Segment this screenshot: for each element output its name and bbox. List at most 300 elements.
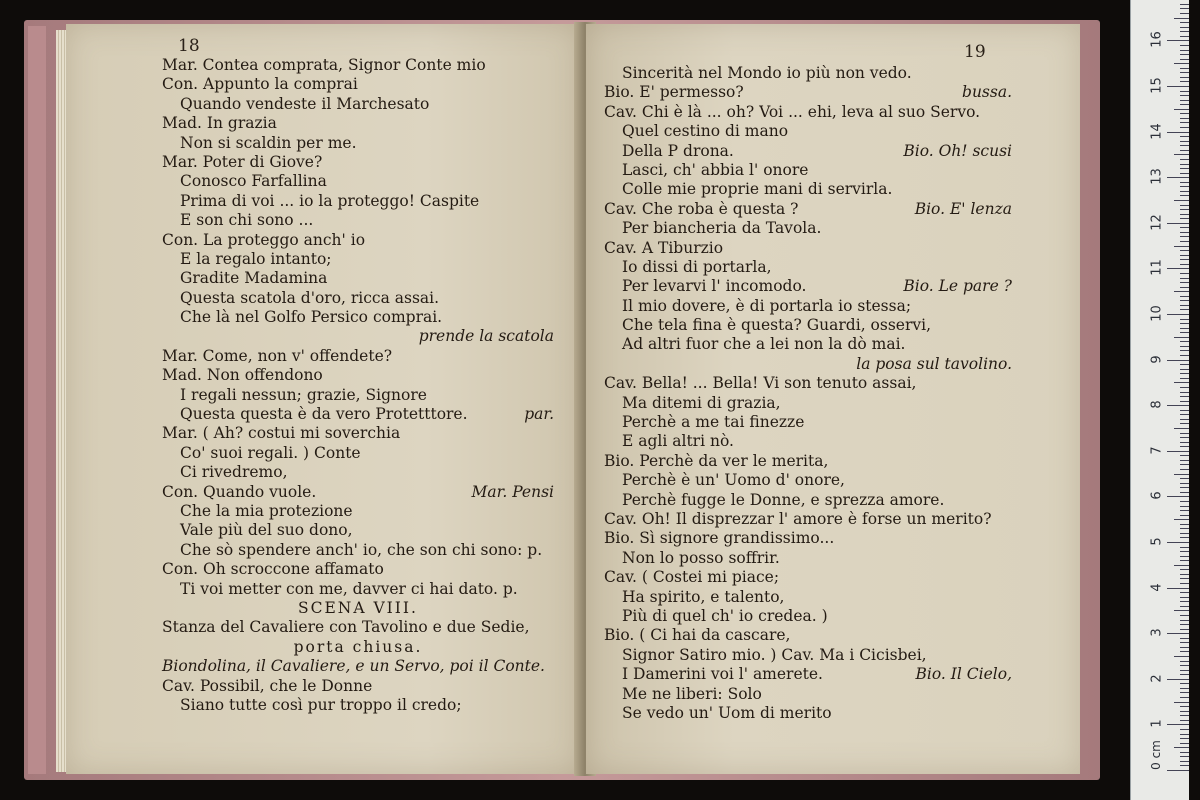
line-text: SCENA VIII. [298,598,418,617]
ruler-tick [1180,77,1189,78]
ruler-tick [1180,396,1189,397]
line-text: Prima di voi ... io la proteggo! Caspite [180,191,480,210]
line-text: Biondolina, il Cavaliere, e un Servo, poi il Conte. [162,657,545,676]
ruler-tick [1180,560,1189,561]
ruler-unit-label: 0 cm [1148,740,1163,770]
stage-direction: prende la scatola [418,327,554,346]
right-page-line [604,626,1012,645]
ruler-tick [1180,191,1189,192]
ruler-tick [1180,159,1189,160]
ruler-tick [1180,100,1189,101]
line-text: Conosco Farfallina [180,172,327,191]
left-page-line [162,211,554,230]
ruler-tick [1180,460,1189,461]
ruler-tick [1167,177,1189,178]
right-page-line [604,219,1012,238]
ruler-number: 11 [1149,259,1165,277]
ruler-tick [1180,218,1189,219]
line-text: Co' suoi regali. ) Conte [180,443,361,462]
ruler-tick [1180,282,1189,283]
ruler-tick [1180,72,1189,73]
ruler-tick [1180,136,1189,137]
right-page-line [604,83,1012,102]
left-page-line [162,560,554,579]
ruler-tick [1180,164,1189,165]
right-page-line [604,646,1012,665]
ruler-tick [1180,752,1189,753]
ruler-tick [1180,446,1189,447]
line-text: Cav. Possibil, che le Donne [162,676,373,695]
right-page-line [604,103,1012,122]
right-page-line [604,335,1012,354]
ruler-tick [1174,154,1189,155]
ruler-tick [1180,355,1189,356]
line-text: Con. Appunto la comprai [162,75,358,94]
ruler-tick [1180,13,1189,14]
ruler-tick [1180,414,1189,415]
line-text: Se vedo un' Uom di merito [622,703,832,722]
ruler-tick [1180,250,1189,251]
ruler-tick [1180,259,1189,260]
ruler-tick [1180,556,1189,557]
ruler-tick [1174,428,1189,429]
ruler-tick [1167,724,1189,725]
ruler-tick [1167,496,1189,497]
right-page-line [604,607,1012,626]
ruler-tick [1180,455,1189,456]
ruler-tick [1180,392,1189,393]
ruler-tick [1180,419,1189,420]
ruler-tick [1180,8,1189,9]
ruler-tick [1174,291,1189,292]
line-text: Mar. Come, non v' offendete? [162,346,393,365]
line-text: Ci rivedremo, [180,463,288,482]
line-text: Per levarvi l' incomodo. [622,277,807,296]
line-text: Che tela fina è questa? Guardi, osservi, [622,316,932,335]
right-page-number: 19 [964,42,986,62]
ruler-tick [1180,665,1189,666]
ruler-tick [1180,36,1189,37]
right-page-line [604,665,1012,684]
left-page-line [162,502,554,521]
line-text: Cav. A Tiburzio [604,238,724,257]
ruler-tick [1180,104,1189,105]
ruler-number: 8 [1149,400,1165,409]
ruler-tick [1180,683,1189,684]
ruler-tick [1174,474,1189,475]
line-text: Colle mie proprie mani di servirla. [622,180,893,199]
ruler-tick [1180,597,1189,598]
right-page-line [604,394,1012,413]
ruler-tick [1180,524,1189,525]
ruler-tick [1180,241,1189,242]
line-text: Cav. ( Costei mi piace; [604,568,780,587]
ruler-tick [1180,674,1189,675]
left-page-line [162,580,554,599]
ruler-tick [1174,656,1189,657]
line-text: Che la mia protezione [180,501,353,520]
ruler-tick [1180,195,1189,196]
line-text: Bio. Perchè da ver le merita, [604,451,829,470]
ruler-tick [1167,360,1189,361]
ruler-tick [1180,537,1189,538]
left-page-line [162,134,554,153]
ruler-tick [1180,487,1189,488]
ruler-number: 10 [1149,305,1165,322]
ruler-tick [1180,601,1189,602]
ruler-tick [1180,551,1189,552]
line-text: Bio. Sì signore grandissimo... [604,529,835,548]
ruler-tick [1180,533,1189,534]
right-page-line [604,529,1012,548]
left-page-line [162,231,554,250]
ruler-number: 13 [1149,168,1165,185]
line-text: Cav. Chi è là ... oh? Voi ... ehi, leva al suo Servo. [604,102,981,121]
ruler-tick [1180,186,1189,187]
right-page-line [604,510,1012,529]
line-text: Che sò spendere anch' io, che son chi sono: p. [180,540,543,559]
ruler-number: 2 [1149,674,1165,683]
ruler-tick [1180,173,1189,174]
right-page-line [604,316,1012,335]
ruler-tick [1180,81,1189,82]
ruler-tick [1180,364,1189,365]
left-page-line [162,444,554,463]
left-page-line [162,405,554,424]
ruler-tick [1180,255,1189,256]
ruler-tick [1174,382,1189,383]
ruler-tick [1174,109,1189,110]
ruler-tick [1174,747,1189,748]
ruler-tick [1180,515,1189,516]
line-text: Quando vendeste il Marchesato [180,94,430,113]
ruler-tick [1167,588,1189,589]
right-page-line [604,239,1012,258]
stage-direction: bussa. [962,83,1012,102]
right-page-line [604,122,1012,141]
ruler-tick [1180,651,1189,652]
line-text: Perchè a me tai finezze [622,413,805,432]
left-page-line [162,541,554,560]
ruler-tick [1180,592,1189,593]
right-page-text [604,64,1012,723]
ruler-tick [1180,638,1189,639]
ruler-tick [1180,711,1189,712]
ruler-tick [1180,95,1189,96]
ruler-tick [1180,205,1189,206]
right-page-line [604,297,1012,316]
ruler-number: 12 [1149,214,1165,231]
line-text: Questa questa è da vero Protetttore. [180,405,468,424]
right-page [586,24,1080,774]
ruler-tick [1180,547,1189,548]
ruler-tick [1180,606,1189,607]
right-page-line [604,142,1012,161]
ruler-tick [1180,578,1189,579]
ruler-tick [1180,91,1189,92]
ruler-number: 14 [1149,122,1165,140]
ruler-tick [1180,209,1189,210]
ruler-number: 16 [1149,31,1165,49]
ruler-tick [1180,506,1189,507]
line-text: Con. Quando vuole. [162,482,317,501]
ruler-number: 7 [1149,446,1165,455]
ruler-tick [1180,50,1189,51]
line-text: Ha spirito, e talento, [622,587,785,606]
ruler-tick [1174,63,1189,64]
right-page-line [604,161,1012,180]
line-text: Il mio dovere, è di portarla io stessa; [622,296,912,315]
ruler-tick [1180,765,1189,766]
right-page-line [604,549,1012,568]
ruler-tick [1180,373,1189,374]
line-text: Non lo posso soffrir. [622,548,780,567]
ruler-tick [1180,706,1189,707]
ruler-tick [1180,423,1189,424]
ruler-tick [1180,743,1189,744]
stage-direction: la posa sul tavolino. [856,354,1012,373]
ruler-tick [1180,127,1189,128]
line-text: Ma ditemi di grazia, [622,393,781,412]
left-page-line [162,599,554,618]
right-page-line [604,413,1012,432]
left-page-line [162,153,554,172]
ruler-tick [1174,565,1189,566]
ruler-tick [1167,223,1189,224]
line-text: Io dissi di portarla, [622,257,772,276]
ruler-tick [1180,4,1189,5]
ruler-tick [1180,464,1189,465]
ruler-tick [1174,337,1189,338]
right-page-line [604,64,1012,83]
right-page-line [604,432,1012,451]
right-page-line [604,277,1012,296]
left-page-text [162,56,554,715]
left-page-line [162,366,554,385]
ruler-tick [1180,615,1189,616]
left-page-line [162,347,554,366]
right-page-line [604,685,1012,704]
ruler-number: 1 [1149,719,1165,729]
left-page-line [162,386,554,405]
ruler-tick [1174,246,1189,247]
line-text: E son chi sono ... [180,211,314,230]
left-page [66,24,582,774]
ruler-number: 4 [1149,582,1165,592]
ruler-tick [1180,214,1189,215]
ruler-tick [1180,574,1189,575]
ruler-tick [1180,761,1189,762]
ruler-tick [1174,702,1189,703]
ruler-tick [1180,113,1189,114]
ruler-tick [1180,273,1189,274]
ruler-tick [1167,679,1189,680]
line-text: Mar. Poter di Giove? [162,152,323,171]
ruler-tick [1180,715,1189,716]
ruler-tick [1180,287,1189,288]
stage-direction: Bio. Le pare ? [903,277,1012,296]
ruler-tick [1180,278,1189,279]
ruler-tick [1180,647,1189,648]
ruler-tick [1180,319,1189,320]
ruler-tick [1180,738,1189,739]
ruler-tick [1180,227,1189,228]
ruler-number: 3 [1149,628,1165,637]
line-text: Della P drona. [622,141,734,160]
ruler-tick [1180,670,1189,671]
left-page-line [162,269,554,288]
line-text: Con. Oh scroccone affamato [162,560,384,579]
line-text: Gradite Madamina [180,269,328,288]
left-page-line [162,677,554,696]
right-page-line [604,452,1012,471]
ruler-tick [1180,369,1189,370]
left-page-number: 18 [178,36,200,56]
line-text: Bio. E' permesso? [604,83,744,102]
line-text: Vale più del suo dono, [180,521,353,540]
ruler-tick [1180,332,1189,333]
line-text: Cav. Oh! Il disprezzar l' amore è forse un merito? [604,509,992,528]
ruler-tick [1180,328,1189,329]
ruler-tick [1180,469,1189,470]
ruler-tick [1180,122,1189,123]
ruler-tick [1167,542,1189,543]
ruler-tick [1180,141,1189,142]
left-page-line [162,483,554,502]
left-page-line [162,618,554,637]
ruler-tick [1174,519,1189,520]
left-page-line [162,424,554,443]
line-text: Perchè è un' Uomo d' onore, [622,471,845,490]
line-text: Che là nel Golfo Persico comprai. [180,308,443,327]
ruler-tick [1167,770,1189,771]
ruler-tick [1174,200,1189,201]
measuring-ruler [1130,0,1189,800]
ruler-tick [1180,236,1189,237]
line-text: Stanza del Cavaliere con Tavolino e due Sedie, [162,618,530,637]
stage-direction: Bio. Il Cielo, [915,665,1012,684]
ruler-tick [1180,478,1189,479]
ruler-tick [1180,296,1189,297]
line-text: Siano tutte così pur troppo il credo; [180,695,462,714]
left-page-line [162,56,554,75]
right-page-line [604,200,1012,219]
left-page-line [162,75,554,94]
stage-direction: Bio. E' lenza [914,199,1012,218]
left-page-line [162,327,554,346]
ruler-tick [1180,661,1189,662]
ruler-tick [1180,232,1189,233]
left-page-line [162,308,554,327]
left-page-line [162,521,554,540]
ruler-tick [1167,40,1189,41]
line-text: Me ne liberi: Solo [622,684,762,703]
left-page-line [162,114,554,133]
ruler-tick [1180,68,1189,69]
ruler-tick [1180,692,1189,693]
right-page-line [604,471,1012,490]
ruler-tick [1180,620,1189,621]
ruler-tick [1180,54,1189,55]
ruler-tick [1180,492,1189,493]
right-page-line [604,491,1012,510]
ruler-tick [1167,86,1189,87]
right-page-line [604,355,1012,374]
ruler-tick [1180,59,1189,60]
line-text: Più di quel ch' io credea. ) [622,606,828,625]
ruler-tick [1180,720,1189,721]
right-page-line [604,374,1012,393]
line-text: Mad. In grazia [162,114,277,133]
line-text: I regali nessun; grazie, Signore [180,385,427,404]
ruler-tick [1167,314,1189,315]
ruler-tick [1180,629,1189,630]
line-text: Bio. ( Ci hai da cascare, [604,626,791,645]
ruler-tick [1180,569,1189,570]
line-text: Perchè fugge le Donne, e sprezza amore. [622,490,945,509]
ruler-number: 9 [1149,354,1165,364]
line-text: Sincerità nel Mondo io più non vedo. [622,64,912,82]
ruler-tick [1180,45,1189,46]
ruler-tick [1180,483,1189,484]
left-page-line [162,289,554,308]
line-text: Quel cestino di mano [622,122,789,141]
cover-edge [28,26,46,774]
line-text: E la regalo intanto; [180,249,332,268]
left-page-line [162,696,554,715]
ruler-tick [1167,132,1189,133]
ruler-tick [1174,18,1189,19]
ruler-tick [1180,378,1189,379]
ruler-tick [1167,633,1189,634]
left-page-line [162,172,554,191]
stage-direction: Bio. Oh! scusi [903,141,1012,160]
ruler-tick [1180,305,1189,306]
ruler-tick [1180,323,1189,324]
left-page-line [162,95,554,114]
ruler-tick [1180,734,1189,735]
line-text: Cav. Che roba è questa ? [604,199,799,218]
right-page-line [604,568,1012,587]
ruler-tick [1180,433,1189,434]
ruler-tick [1180,688,1189,689]
stage-direction: par. [524,405,554,424]
line-text: Lasci, ch' abbia l' onore [622,160,809,179]
left-page-line [162,638,554,657]
ruler-tick [1167,268,1189,269]
ruler-tick [1180,118,1189,119]
left-page-line [162,192,554,211]
ruler-tick [1180,182,1189,183]
ruler-tick [1180,300,1189,301]
line-text: Ti voi metter con me, davver ci hai dato. p. [180,579,518,598]
line-text: I Damerini voi l' amerete. [622,665,823,684]
ruler-tick [1180,528,1189,529]
left-page-line [162,463,554,482]
right-page-line [604,704,1012,723]
ruler-tick [1180,27,1189,28]
ruler-number: 15 [1149,77,1165,94]
ruler-number: 6 [1149,491,1165,501]
ruler-tick [1167,451,1189,452]
ruler-tick [1180,168,1189,169]
line-text: Per biancheria da Tavola. [622,219,822,238]
line-text: Questa scatola d'oro, ricca assai. [180,288,440,307]
ruler-tick [1180,437,1189,438]
ruler-tick [1174,610,1189,611]
stage-direction: Mar. Pensi [471,482,554,501]
ruler-tick [1180,150,1189,151]
